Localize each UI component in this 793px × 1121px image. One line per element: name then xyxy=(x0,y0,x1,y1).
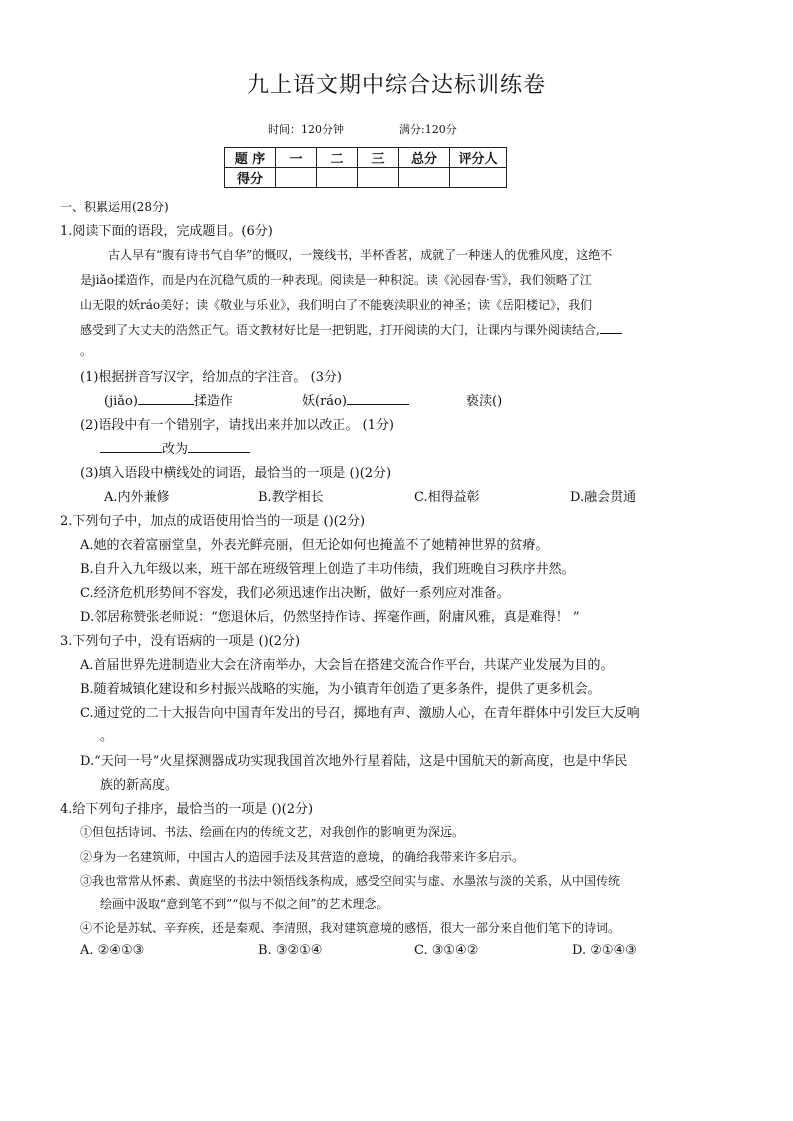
score-table xyxy=(224,147,507,188)
section-heading: 一、积累运用(28分) xyxy=(60,200,169,214)
option-a[interactable]: A.首届世界先进制造业大会在济南举办，大会旨在搭建交流合作平台，共谋产业发展为目的。 xyxy=(80,658,614,673)
passage-line: 。 xyxy=(80,344,93,358)
sentence-item: ①但包括诗词、书法、绘画在内的传统文艺，对我创作的影响更为深远。 xyxy=(80,825,465,839)
sentence-item: ②身为一名建筑师，中国古人的造园手法及其营造的意境，的确给我带来许多启示。 xyxy=(80,850,525,864)
score-row-label: 得分 xyxy=(225,168,276,188)
option-c[interactable]: C. ③①④② xyxy=(414,943,479,958)
option-d[interactable]: D.融会贯通 xyxy=(570,490,637,505)
option-d[interactable]: D. ②①④③ xyxy=(572,943,637,958)
score-input-cell[interactable] xyxy=(276,168,317,188)
option-b[interactable]: B.教学相长 xyxy=(258,490,324,505)
q3-stem: 3.下列句子中，没有语病的一项是 ()(2分) xyxy=(60,634,301,649)
passage-line: 是jiǎo揉造作，而是内在沉稳气质的一种表现。阅读是一种积淀。读《沁园春·雪》，我们领略了江 xyxy=(80,273,592,287)
option-a[interactable]: A. ②④①③ xyxy=(80,943,145,958)
option-a[interactable]: A.她的衣着富丽堂皇，外表光鲜亮丽，但无论如何也掩盖不了她精神世界的贫瘠。 xyxy=(80,538,549,553)
sentence-item: ④不论是苏轼、辛弃疾，还是秦观、李清照，我对建筑意境的感悟，很大一部分来自他们笔下的诗词。 xyxy=(80,921,621,935)
passage-line: 古人早有“腹有诗书气自华”的慨叹，一篾线书，半杯香茗，成就了一种迷人的优雅风度，这绝不 xyxy=(108,248,613,262)
page-title: 九上语文期中综合达标训练卷 xyxy=(246,73,546,98)
score-table-header-cell: 评分人 xyxy=(450,148,507,168)
option-b[interactable]: B.自升入九年级以来，班干部在班级管理上创造了丰功伟绩，我们班晚自习秩序井然。 xyxy=(80,562,575,577)
score-table-header-row xyxy=(225,148,507,168)
replace-label: 改为 xyxy=(162,442,189,457)
score-table-header-cell: 三 xyxy=(358,148,399,168)
score-table-score-row xyxy=(225,168,507,188)
option-d-continued: 族的新高度。 xyxy=(100,778,179,793)
word-label: 揉造作 xyxy=(193,394,233,409)
answer-blank[interactable] xyxy=(347,391,409,405)
q1-sub1-item xyxy=(302,390,409,409)
q1-sub2: (2)语段中有一个错别字，请找出来并加以改正。 (1分) xyxy=(80,418,394,433)
q1-sub2-fill xyxy=(100,438,250,457)
option-d[interactable]: D.“天问一号”火星探测器成功实现我国首次地外行星着陆，这是中国航天的新高度，也是中华民 xyxy=(80,754,628,769)
q1-sub1-item xyxy=(104,390,233,409)
answer-blank[interactable] xyxy=(138,391,194,405)
score-table-header-cell: 题 序 xyxy=(225,148,276,168)
option-b[interactable]: B.随着城镇化建设和乡村振兴战略的实施，为小镇青年创造了更多条件，提供了更多机会。 xyxy=(80,682,601,697)
answer-blank[interactable] xyxy=(188,439,250,453)
score-input-cell[interactable] xyxy=(317,168,358,188)
q4-stem: 4.给下列句子排序，最恰当的一项是 ()(2分) xyxy=(60,802,314,817)
q1-sub1-item: 亵渎() xyxy=(466,394,503,409)
pinyin-label: 妖(ráo) xyxy=(302,394,347,409)
q2-stem: 2.下列句子中，加点的成语使用恰当的一项是 ()(2分) xyxy=(60,514,366,529)
option-a[interactable]: A.内外兼修 xyxy=(104,490,170,505)
pinyin-label: (jiǎo) xyxy=(104,394,138,409)
option-b[interactable]: B. ③②①④ xyxy=(258,943,323,958)
score-table-header-cell: 一 xyxy=(276,148,317,168)
score-input-cell[interactable] xyxy=(358,168,399,188)
q1-sub1: (1)根据拼音写汉字，给加点的字注音。 (3分) xyxy=(80,370,342,385)
option-c-continued: 。 xyxy=(100,729,114,744)
passage-line: 山无限的妖ráo美好；读《敬业与乐业》，我们明白了不能亵渎职业的神圣；读《岳阳楼记》，我们 xyxy=(80,298,593,312)
score-table-header-cell: 二 xyxy=(317,148,358,168)
sentence-item-continued: 绘画中汲取“意到笔不到”“似与不似之间”的艺术理念。 xyxy=(100,897,389,911)
answer-blank[interactable] xyxy=(100,439,162,453)
option-c[interactable]: C.相得益彰 xyxy=(414,490,480,505)
passage-line-text: 感受到了大丈夫的浩然正气。语文教材好比是一把钥匙，打开阅读的大门，让课内与课外阅读结合, xyxy=(80,323,600,337)
passage-line xyxy=(80,320,622,338)
option-c[interactable]: C.经济危机形势间不容发，我们必须迅速作出决断，做好一系列应对准备。 xyxy=(80,586,510,601)
exam-time: 时间：120分钟 xyxy=(268,123,344,136)
score-input-cell[interactable] xyxy=(399,168,450,188)
option-d[interactable]: D.邻居称赞张老师说：“您退休后，仍然坚持作诗、挥毫作画，附庸风雅，真是难得！ ” xyxy=(80,610,580,625)
q1-stem: 1.阅读下面的语段，完成题目。(6分) xyxy=(60,224,273,239)
sentence-item: ③我也常常从怀素、黄庭坚的书法中领悟线条构成，感受空间实与虚、水墨浓与淡的关系，从中国传统 xyxy=(80,874,621,888)
option-c[interactable]: C.通过党的二十大报告向中国青年发出的号召，掷地有声、激励人心，在青年群体中引发巨大反响 xyxy=(80,706,640,721)
score-table-header-cell: 总分 xyxy=(399,148,450,168)
q1-sub3: (3)填入语段中横线处的词语，最恰当的一项是 ()(2分) xyxy=(80,466,392,481)
full-score: 满分:120分 xyxy=(399,123,457,136)
answer-blank[interactable] xyxy=(600,320,622,334)
score-input-cell[interactable] xyxy=(450,168,507,188)
